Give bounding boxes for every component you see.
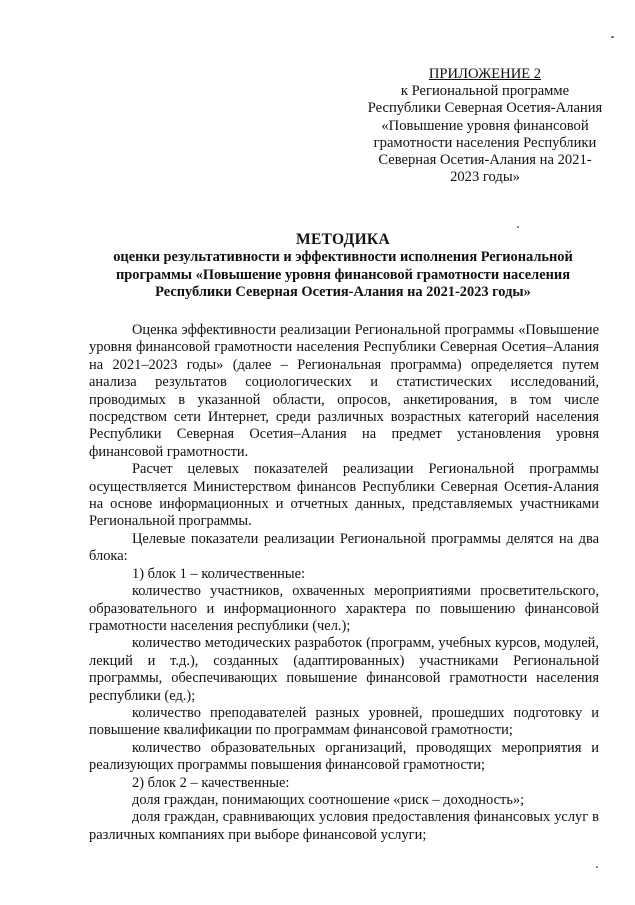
list-heading: 2) блок 2 – качественные: <box>132 774 290 791</box>
scan-speck <box>517 226 519 228</box>
body-paragraph: Целевые показатели реализации Региональной программы делятся на два блока: <box>89 530 599 565</box>
appendix-line: грамотности населения Республики <box>373 134 597 151</box>
document-subtitle: оценки результативности и эффективности исполнения Региональной программы «Повышение уровня финансовой грамотности населения Республики Северная Осетия-Алания на 2021-2023 годы» <box>113 249 573 301</box>
scan-speck <box>611 36 614 38</box>
body-paragraph: Расчет целевых показателей реализации Региональной программы осуществляется Министерством финансов Республики Северная Осетия-Алания на основе информационных и отчетных данных, представляемых участниками Региональной программы. <box>89 461 599 530</box>
list-item: количество образовательных организаций, проводящих мероприятия и реализующих программы повышения финансовой грамотности; <box>89 739 599 774</box>
appendix-block <box>352 66 618 186</box>
appendix-line: «Повышение уровня финансовой <box>381 117 589 134</box>
list-item: доля граждан, понимающих соотношение «риск – доходность»; <box>132 791 525 808</box>
list-item: количество участников, охваченных мероприятиями просветительского, образовательного и информационного характера по повышению финансовой грамотности населения республики (чел.); <box>89 583 599 634</box>
body-paragraph: Оценка эффективности реализации Региональной программы «Повышение уровня финансовой грамотности населения Республики Северная Осетия–Алания на 2021–2023 годы» (далее – Региональная программа) определяется путем анализа результатов социологических и статистических исследований, проводимых в указанной области, опросов, анкетирования, в том числе посредством сети Интернет, среди различных возрастных категорий населения Республики Северная Осетия–Алания на предмет установления уровня финансовой грамотности. <box>89 322 599 460</box>
document-heading <box>88 231 598 302</box>
list-item: доля граждан, сравнивающих условия предоставления финансовых услуг в различных компаниях при выборе финансовой услуги; <box>89 809 599 843</box>
list-heading: 1) блок 1 – количественные: <box>132 565 306 582</box>
appendix-line: к Региональной программе <box>400 83 570 100</box>
scan-speck <box>596 866 598 868</box>
appendix-title: ПРИЛОЖЕНИЕ 2 <box>428 66 542 82</box>
list-item: количество преподавателей разных уровней, прошедших подготовку и повышение квалификации по программам финансовой грамотности; <box>89 704 599 739</box>
document-title: МЕТОДИКА <box>296 231 390 248</box>
list-item: количество методических разработок (программ, учебных курсов, модулей, лекций и т.д.), созданных (адаптированных) участниками Региональной программы, обеспечивающих повышение финансовой грамотности населения республики (ед.); <box>89 635 599 704</box>
appendix-line: Северная Осетия-Алания на 2021- <box>378 152 592 169</box>
document-body <box>89 322 599 844</box>
appendix-line: Республики Северная Осетия-Алания <box>367 100 603 117</box>
appendix-line: 2023 годы» <box>450 169 520 186</box>
